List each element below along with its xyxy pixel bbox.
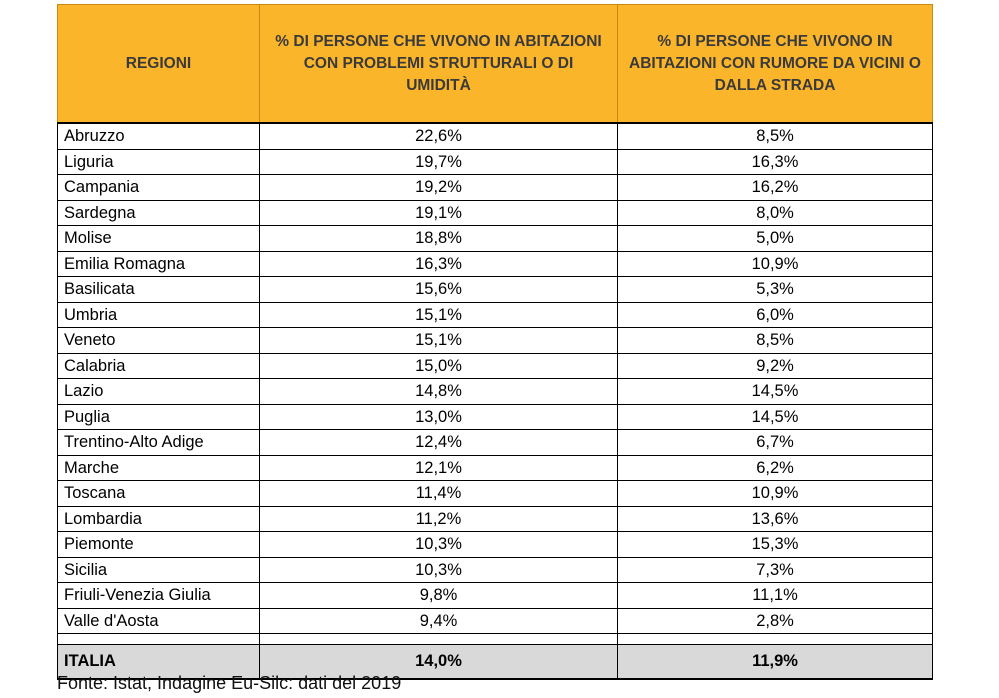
noise-value-cell: 5,0% bbox=[618, 226, 933, 252]
table-row bbox=[58, 532, 933, 558]
structural-value-cell: 19,1% bbox=[260, 200, 618, 226]
region-cell: Sardegna bbox=[58, 200, 260, 226]
spacer-cell bbox=[618, 634, 933, 645]
region-cell: Lombardia bbox=[58, 506, 260, 532]
total-structural-cell: 14,0% bbox=[260, 645, 618, 680]
table-body bbox=[58, 123, 933, 679]
noise-value-cell: 6,7% bbox=[618, 430, 933, 456]
noise-value-cell: 6,2% bbox=[618, 455, 933, 481]
table-row bbox=[58, 353, 933, 379]
table-row bbox=[58, 251, 933, 277]
region-cell: Sicilia bbox=[58, 557, 260, 583]
region-cell: Friuli-Venezia Giulia bbox=[58, 583, 260, 609]
noise-value-cell: 8,5% bbox=[618, 328, 933, 354]
region-cell: Toscana bbox=[58, 481, 260, 507]
noise-value-cell: 16,3% bbox=[618, 149, 933, 175]
structural-value-cell: 12,4% bbox=[260, 430, 618, 456]
region-cell: Calabria bbox=[58, 353, 260, 379]
noise-value-cell: 10,9% bbox=[618, 481, 933, 507]
noise-value-cell: 2,8% bbox=[618, 608, 933, 634]
structural-value-cell: 10,3% bbox=[260, 532, 618, 558]
noise-value-cell: 15,3% bbox=[618, 532, 933, 558]
region-cell: Emilia Romagna bbox=[58, 251, 260, 277]
structural-value-cell: 12,1% bbox=[260, 455, 618, 481]
source-note: Fonte: Istat, Indagine Eu-Silc: dati del 2019 bbox=[57, 673, 402, 693]
structural-value-cell: 18,8% bbox=[260, 226, 618, 252]
total-noise-cell: 11,9% bbox=[618, 645, 933, 680]
table-row bbox=[58, 277, 933, 303]
structural-value-cell: 10,3% bbox=[260, 557, 618, 583]
region-cell: Basilicata bbox=[58, 277, 260, 303]
structural-value-cell: 19,7% bbox=[260, 149, 618, 175]
structural-value-cell: 9,8% bbox=[260, 583, 618, 609]
region-cell: Campania bbox=[58, 175, 260, 201]
regions-housing-table bbox=[57, 4, 933, 680]
spacer-cell bbox=[260, 634, 618, 645]
region-cell: Abruzzo bbox=[58, 123, 260, 149]
noise-value-cell: 14,5% bbox=[618, 379, 933, 405]
region-cell: Lazio bbox=[58, 379, 260, 405]
noise-value-cell: 13,6% bbox=[618, 506, 933, 532]
noise-value-cell: 7,3% bbox=[618, 557, 933, 583]
data-table-container bbox=[57, 4, 932, 680]
table-row bbox=[58, 455, 933, 481]
table-row bbox=[58, 226, 933, 252]
region-cell: Piemonte bbox=[58, 532, 260, 558]
header-regions: REGIONI bbox=[58, 5, 260, 124]
noise-value-cell: 8,5% bbox=[618, 123, 933, 149]
structural-value-cell: 15,0% bbox=[260, 353, 618, 379]
region-cell: Puglia bbox=[58, 404, 260, 430]
structural-value-cell: 9,4% bbox=[260, 608, 618, 634]
region-cell: Valle d'Aosta bbox=[58, 608, 260, 634]
header-structural-problems: % DI PERSONE CHE VIVONO IN ABITAZIONI CON PROBLEMI STRUTTURALI O DI UMIDITÀ bbox=[260, 5, 618, 124]
noise-value-cell: 10,9% bbox=[618, 251, 933, 277]
table-row bbox=[58, 506, 933, 532]
structural-value-cell: 15,6% bbox=[260, 277, 618, 303]
region-cell: Veneto bbox=[58, 328, 260, 354]
table-row bbox=[58, 481, 933, 507]
noise-value-cell: 16,2% bbox=[618, 175, 933, 201]
table-row bbox=[58, 302, 933, 328]
region-cell: Molise bbox=[58, 226, 260, 252]
structural-value-cell: 16,3% bbox=[260, 251, 618, 277]
table-row bbox=[58, 123, 933, 149]
noise-value-cell: 8,0% bbox=[618, 200, 933, 226]
spacer-cell bbox=[58, 634, 260, 645]
table-row bbox=[58, 608, 933, 634]
table-row bbox=[58, 557, 933, 583]
noise-value-cell: 5,3% bbox=[618, 277, 933, 303]
table-row bbox=[58, 583, 933, 609]
table-row bbox=[58, 149, 933, 175]
region-cell: Marche bbox=[58, 455, 260, 481]
noise-value-cell: 9,2% bbox=[618, 353, 933, 379]
noise-value-cell: 11,1% bbox=[618, 583, 933, 609]
structural-value-cell: 13,0% bbox=[260, 404, 618, 430]
structural-value-cell: 11,4% bbox=[260, 481, 618, 507]
structural-value-cell: 15,1% bbox=[260, 302, 618, 328]
region-cell: Umbria bbox=[58, 302, 260, 328]
noise-value-cell: 6,0% bbox=[618, 302, 933, 328]
structural-value-cell: 11,2% bbox=[260, 506, 618, 532]
structural-value-cell: 15,1% bbox=[260, 328, 618, 354]
table-row bbox=[58, 404, 933, 430]
noise-value-cell: 14,5% bbox=[618, 404, 933, 430]
structural-value-cell: 19,2% bbox=[260, 175, 618, 201]
total-region-cell: ITALIA bbox=[58, 645, 260, 680]
header-noise: % DI PERSONE CHE VIVONO IN ABITAZIONI CON RUMORE DA VICINI O DALLA STRADA bbox=[618, 5, 933, 124]
table-row bbox=[58, 200, 933, 226]
structural-value-cell: 22,6% bbox=[260, 123, 618, 149]
spacer-row bbox=[58, 634, 933, 645]
table-row bbox=[58, 328, 933, 354]
table-header-row bbox=[58, 5, 933, 124]
table-row bbox=[58, 430, 933, 456]
table-row bbox=[58, 379, 933, 405]
region-cell: Trentino-Alto Adige bbox=[58, 430, 260, 456]
table-row bbox=[58, 175, 933, 201]
structural-value-cell: 14,8% bbox=[260, 379, 618, 405]
region-cell: Liguria bbox=[58, 149, 260, 175]
